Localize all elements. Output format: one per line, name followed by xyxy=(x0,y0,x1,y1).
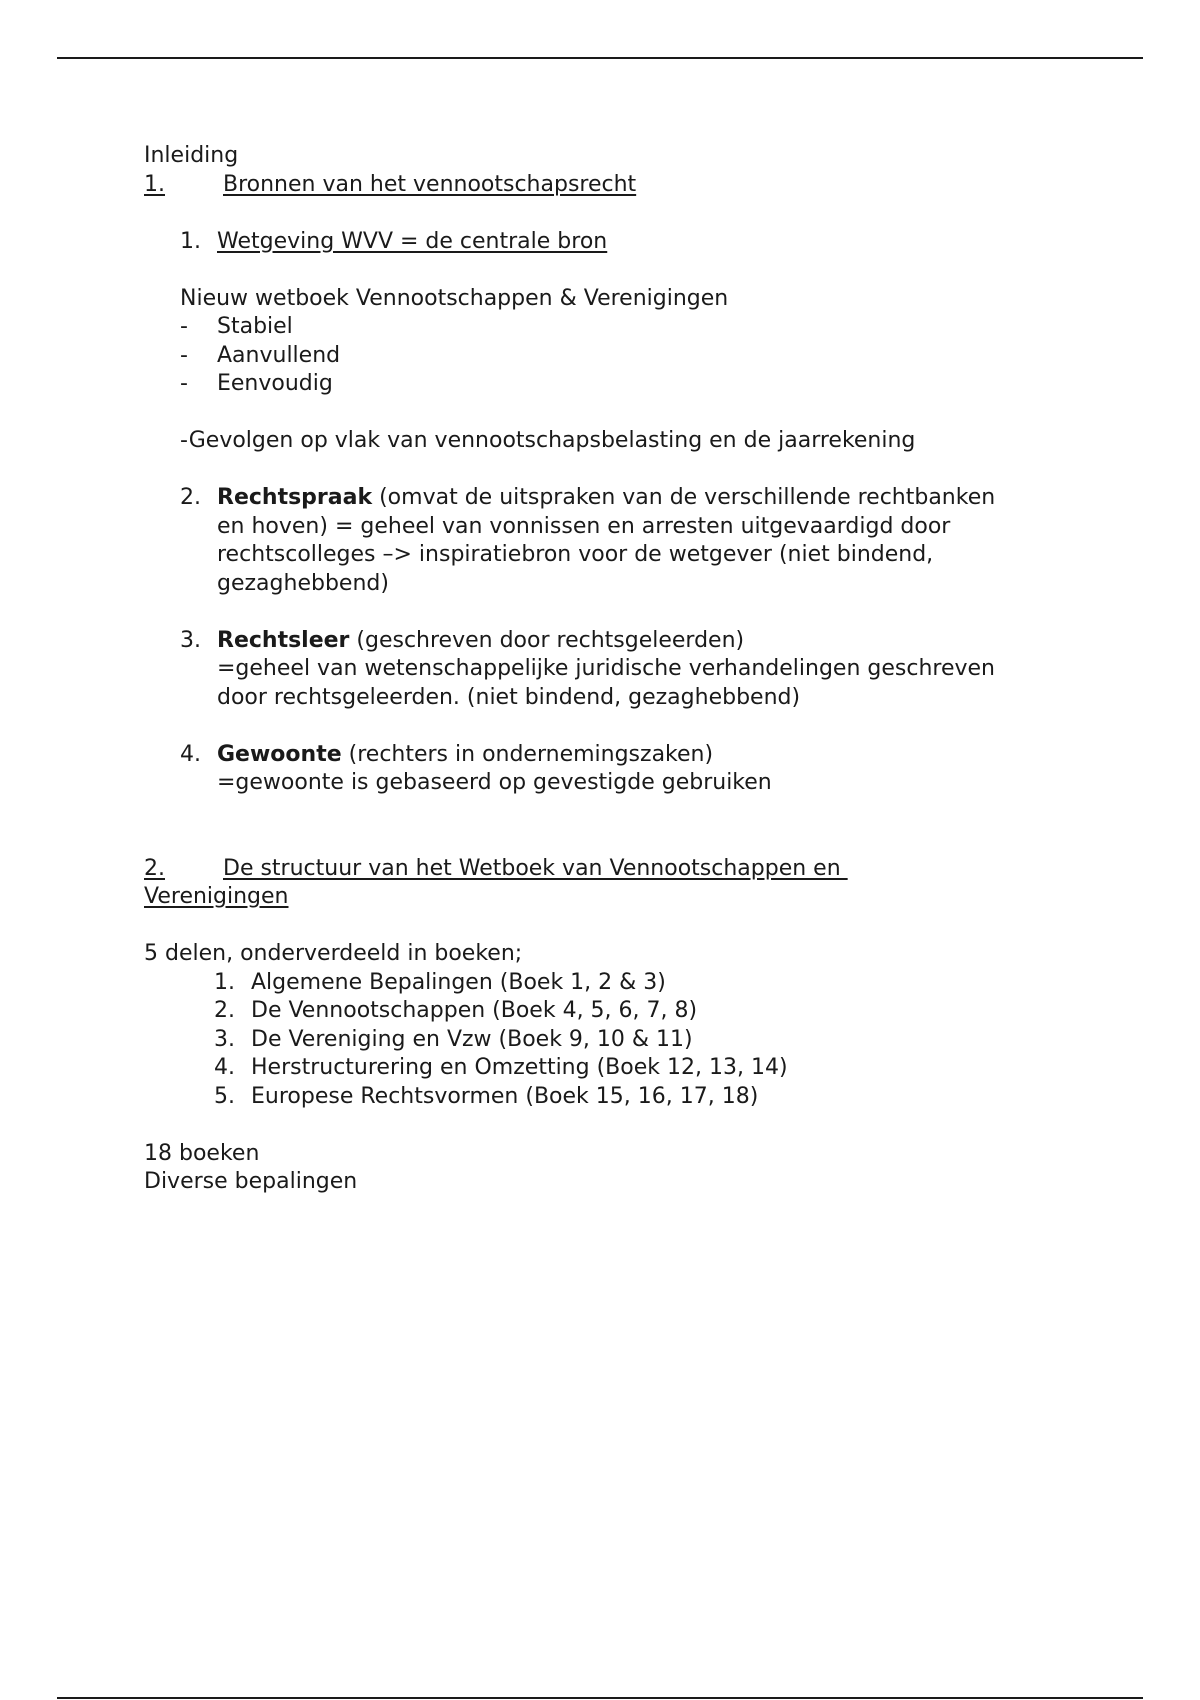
footer-rule xyxy=(57,1697,1143,1699)
part-number: 5. xyxy=(214,1083,235,1109)
item-description: (rechters in ondernemingszaken) xyxy=(341,741,714,767)
item-definition: =geheel van wetenschappelijke juridische verhandelingen geschreven door rechtsgeleerden. (niet bindend, gezaghebbend) xyxy=(217,656,995,710)
section-1-number: 1. xyxy=(144,171,165,197)
dash-marker: - xyxy=(180,314,188,339)
item-description: (geschreven door rechtsgeleerden) xyxy=(349,627,745,653)
legislation-subtitle: Nieuw wetboek Vennootschappen & Verenigingen xyxy=(180,285,729,311)
bullet-item xyxy=(180,370,1084,399)
part-item xyxy=(214,1054,1084,1083)
parts-intro: 5 delen, onderverdeeld in boeken; xyxy=(144,941,523,966)
part-item xyxy=(214,997,1084,1026)
document-body xyxy=(144,142,1084,1197)
bullet-item xyxy=(180,342,1084,371)
part-label: De Vennootschappen (Boek 4, 5, 6, 7, 8) xyxy=(251,998,698,1023)
item-term: Rechtsleer xyxy=(217,627,350,653)
item-number: 4. xyxy=(180,741,201,767)
part-item xyxy=(214,969,1084,998)
item-term: Rechtspraak xyxy=(217,485,373,510)
source-item-legislation xyxy=(180,228,1084,257)
bullet-label: Aanvullend xyxy=(217,342,341,368)
intro-heading: Inleiding xyxy=(144,143,239,168)
item-number: 2. xyxy=(180,485,201,510)
section-2-title-continued: Verenigingen xyxy=(144,884,289,909)
source-item-custom xyxy=(180,741,1084,798)
part-number: 2. xyxy=(214,998,235,1023)
section-1-heading xyxy=(144,171,1084,200)
item-body xyxy=(217,627,1084,713)
part-item xyxy=(214,1026,1084,1055)
misc-provisions: Diverse bepalingen xyxy=(144,1169,358,1194)
books-count: 18 boeken xyxy=(144,1140,260,1166)
bullet-label: Stabiel xyxy=(217,314,293,339)
part-number: 1. xyxy=(214,969,235,995)
item-description: (omvat de uitspraken van de verschillende rechtbanken en hoven) = geheel van vonnissen en arresten uitgevaardigd door rechtscolleges –> inspiratiebron voor de wetgever (niet bindend, gezaghebbend) xyxy=(217,485,996,596)
part-label: De Vereniging en Vzw (Boek 9, 10 & 11) xyxy=(251,1026,693,1052)
bullet-item xyxy=(180,313,1084,342)
item-body xyxy=(217,741,1084,798)
part-label: Herstructurering en Omzetting (Boek 12, 13, 14) xyxy=(251,1055,788,1080)
source-item-case-law xyxy=(180,484,1084,598)
item-title: Wetgeving WVV = de centrale bron xyxy=(217,228,608,254)
dash-marker: - xyxy=(180,371,188,396)
bullet-label: Eenvoudig xyxy=(217,371,333,396)
section-2-heading xyxy=(144,855,1084,884)
section-2-title: De structuur van het Wetboek van Vennootschappen en xyxy=(223,855,848,881)
part-label: Algemene Bepalingen (Boek 1, 2 & 3) xyxy=(251,969,666,995)
dash-marker: - xyxy=(180,342,188,368)
item-body xyxy=(217,484,1002,598)
part-number: 4. xyxy=(214,1055,235,1080)
legislation-note: -Gevolgen op vlak van vennootschapsbelasting en de jaarrekening xyxy=(180,428,916,453)
item-number: 3. xyxy=(180,627,201,653)
item-number: 1. xyxy=(180,228,201,254)
part-item xyxy=(214,1083,1084,1112)
item-term: Gewoonte xyxy=(217,741,342,767)
source-item-doctrine xyxy=(180,627,1084,713)
section-2-number: 2. xyxy=(144,855,165,881)
part-number: 3. xyxy=(214,1026,235,1052)
item-definition: =gewoonte is gebaseerd op gevestigde gebruiken xyxy=(217,770,772,795)
part-label: Europese Rechtsvormen (Boek 15, 16, 17, 18) xyxy=(251,1083,759,1109)
header-rule xyxy=(57,57,1143,59)
section-1-title: Bronnen van het vennootschapsrecht xyxy=(223,171,637,197)
